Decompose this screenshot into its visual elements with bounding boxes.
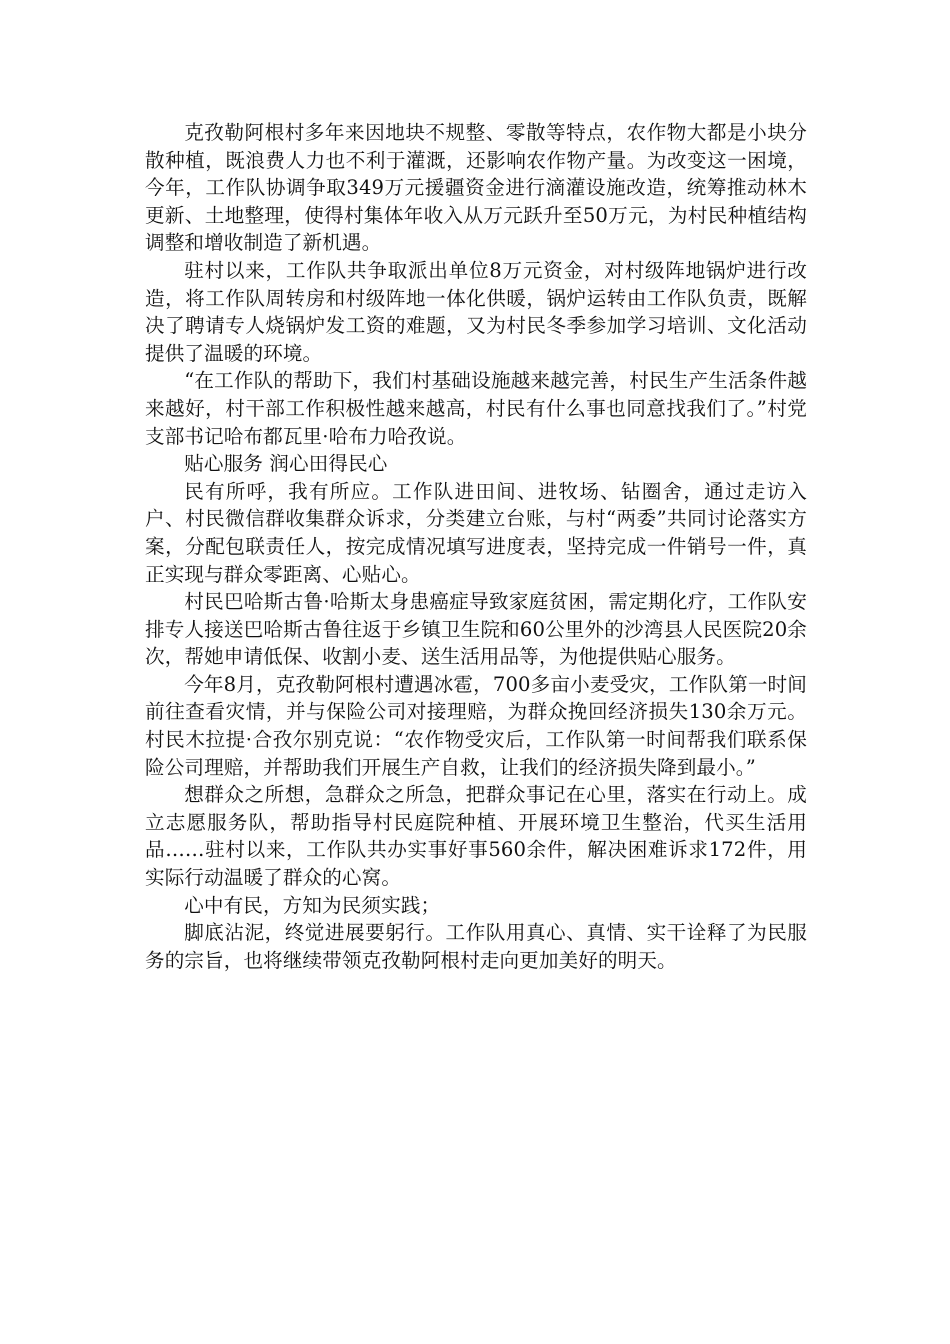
paragraph-villager-demands: 民有所呼，我有所应。工作队进田间、进牧场、钻圈舍，通过走访入户、村民微信群收集群众诉求，分类建立台账，与村“两委”共同讨论落实方案，分配包联责任人，按完成情况填写进度表，坚持完成一件销号一件，真正实现与群众零距离、心贴心。 — [145, 479, 807, 586]
section-subheading: 贴心服务 润心田得民心 — [184, 452, 388, 476]
paragraph-motto-line: 心中有民，方知为民须实践； — [184, 893, 441, 917]
article-body — [145, 119, 807, 974]
paragraph-land-consolidation: 克孜勒阿根村多年来因地块不规整、零散等特点，农作物大都是小块分散种植，既浪费人力也不利于灌溉，还影响农作物产量。为改变这一困境，今年，工作队协调争取349万元援疆资金进行滴灌设施改造，统筹推动林木更新、土地整理，使得村集体年收入从万元跃升至50万元，为村民种植结构调整和增收制造了新机遇。 — [145, 121, 807, 255]
paragraph-volunteer-service: 想群众之所想，急群众之所急，把群众事记在心里，落实在行动上。成立志愿服务队，帮助指导村民庭院种植、开展环境卫生整治，代买生活用品……驻村以来，工作队共办实事好事560余件，解决困难诉求172件，用实际行动温暖了群众的心窝。 — [145, 783, 807, 890]
paragraph-hail-disaster: 今年8月，克孜勒阿根村遭遇冰雹，700多亩小麦受灾，工作队第一时间前往查看灾情，并与保险公司对接理赔，为群众挽回经济损失130余万元。村民木拉提·合孜尔别克说：“农作物受灾后，工作队第一时间帮我们联系保险公司理赔，并帮助我们开展生产自救，让我们的经济损失降到最小。” — [145, 672, 807, 779]
paragraph-boiler-renovation: 驻村以来，工作队共争取派出单位8万元资金，对村级阵地锅炉进行改造，将工作队周转房和村级阵地一体化供暖，锅炉运转由工作队负责，既解决了聘请专人烧锅炉发工资的难题，又为村民冬季参加学习培训、文化活动提供了温暖的环境。 — [145, 258, 807, 365]
paragraph-party-secretary-quote: “在工作队的帮助下，我们村基础设施越来越完善，村民生产生活条件越来越好，村干部工作积极性越来越高，村民有什么事也同意找我们了。”村党支部书记哈布都瓦里·哈布力哈孜说。 — [145, 369, 807, 448]
paragraph-conclusion: 脚底沾泥，终觉进展要躬行。工作队用真心、真情、实干诠释了为民服务的宗旨，也将继续带领克孜勒阿根村走向更加美好的明天。 — [145, 921, 807, 972]
paragraph-medical-help: 村民巴哈斯古鲁·哈斯太身患癌症导致家庭贫困，需定期化疗，工作队安排专人接送巴哈斯古鲁往返于乡镇卫生院和60公里外的沙湾县人民医院20余次，帮她申请低保、收割小麦、送生活用品等，为他提供贴心服务。 — [145, 590, 807, 669]
